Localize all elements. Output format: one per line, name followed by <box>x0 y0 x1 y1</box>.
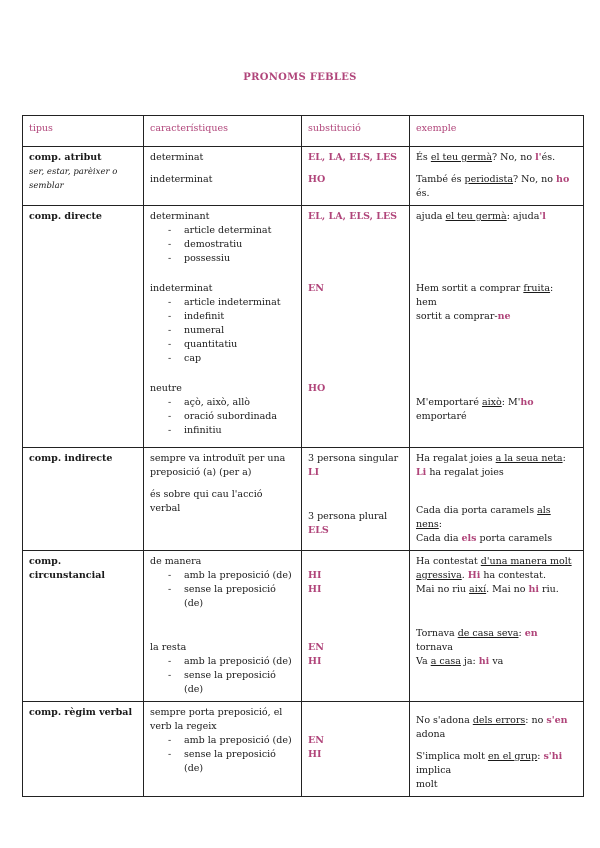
tipus-cell <box>23 551 144 702</box>
pronoms-table <box>22 115 584 797</box>
table-row <box>23 147 584 206</box>
sub-line: 3 persona singular LI <box>308 453 399 478</box>
caracteristiques-cell <box>144 147 302 206</box>
sub-line: 3 persona plural ELS <box>308 511 388 536</box>
list-item: - amb la preposició (de) <box>150 655 295 669</box>
sub-text: EL, LA, ELS, LES <box>308 152 398 163</box>
tipus-cell <box>23 206 144 448</box>
example-line: Cada dia porta caramels als nens: <box>416 505 551 530</box>
tipus-sublabel: ser, estar, parèixer o semblar <box>29 167 118 191</box>
car-list <box>150 569 295 611</box>
list-item: - amb la preposició (de) <box>150 569 295 583</box>
substitucio-cell <box>302 206 410 448</box>
substitucio-cell <box>302 448 410 551</box>
example-line: Li ha regalat joies <box>416 467 504 478</box>
example-line: ajuda el teu germà: ajuda'l <box>416 211 546 222</box>
tipus-label: comp. circunstancial <box>29 556 105 581</box>
header-row <box>23 116 584 147</box>
list-item: - cap <box>150 352 295 366</box>
tipus-cell <box>23 147 144 206</box>
car-text: neutre <box>150 383 182 394</box>
table-row <box>23 448 584 551</box>
example-line: agressiva. Hi ha contestat. <box>416 570 546 581</box>
tipus-label: comp. directe <box>29 211 102 222</box>
substitucio-cell <box>302 147 410 206</box>
example-line: És el teu germà? No, no l'és. <box>416 152 556 163</box>
car-text: de manera <box>150 556 202 567</box>
caracteristiques-cell <box>144 551 302 702</box>
sub-text: HI <box>308 749 322 760</box>
header-exemple: exemple <box>410 116 584 147</box>
example-line: Mai no riu així. Mai no hi riu. <box>416 584 559 595</box>
sub-text: HI <box>308 584 322 595</box>
caracteristiques-cell <box>144 206 302 448</box>
exemple-cell <box>410 206 584 448</box>
list-item: - amb la preposició (de) <box>150 734 295 748</box>
car-text: sempre va introduït per una preposició (a) (per a) <box>150 453 286 478</box>
sub-text: HO <box>308 383 326 394</box>
list-item: - sense la preposició (de) <box>150 748 295 776</box>
exemple-cell <box>410 147 584 206</box>
car-list <box>150 296 295 366</box>
list-item: - oració subordinada <box>150 410 295 424</box>
list-item: - possessiu <box>150 252 295 266</box>
example-line: molt <box>416 779 438 790</box>
car-list <box>150 224 295 266</box>
car-text: indeterminat <box>150 283 213 294</box>
sub-text: EN <box>308 283 324 294</box>
exemple-cell <box>410 551 584 702</box>
exemple-cell <box>410 448 584 551</box>
sub-text: HO <box>308 174 326 185</box>
example-line: Tornava de casa seva: en tornava <box>416 628 538 653</box>
example-line: Ha contestat d'una manera molt <box>416 556 572 567</box>
caracteristiques-cell <box>144 702 302 797</box>
tipus-cell <box>23 448 144 551</box>
car-text: la resta <box>150 642 187 653</box>
list-item: - article indeterminat <box>150 296 295 310</box>
sub-text: HI <box>308 656 322 667</box>
list-item: - indefinit <box>150 310 295 324</box>
substitucio-cell <box>302 702 410 797</box>
header-substitucio: substitució <box>302 116 410 147</box>
page-title: PRONOMS FEBLES <box>243 72 357 83</box>
example-line: Va a casa ja: hi va <box>416 656 504 667</box>
substitucio-cell <box>302 551 410 702</box>
tipus-label: comp. atribut <box>29 152 102 163</box>
example-line: M'emportaré això: M'ho emportaré <box>416 397 534 422</box>
header-tipus: tipus <box>23 116 144 147</box>
tipus-label: comp. indirecte <box>29 453 113 464</box>
car-text: determinant <box>150 211 210 222</box>
list-item: - demostratiu <box>150 238 295 252</box>
example-line: sortit a comprar-ne <box>416 311 511 322</box>
sub-text: EN <box>308 642 324 653</box>
table-row <box>23 702 584 797</box>
list-item: - quantitatiu <box>150 338 295 352</box>
car-text: indeterminat <box>150 174 213 185</box>
example-line: No s'adona dels errors: no s'en adona <box>416 715 568 740</box>
example-line: S'implica molt en el grup: s'hi implica <box>416 751 563 776</box>
exemple-cell <box>410 702 584 797</box>
list-item: - infinitiu <box>150 424 295 438</box>
example-line: Cada dia els porta caramels <box>416 533 553 544</box>
tipus-label: comp. règim verbal <box>29 707 133 718</box>
car-text: sempre porta preposició, el verb la regeix <box>150 707 283 732</box>
sub-text: HI <box>308 570 322 581</box>
list-item: - açò, això, allò <box>150 396 295 410</box>
sub-text: EN <box>308 735 324 746</box>
car-list <box>150 396 295 438</box>
example-line: També és periodista? No, no ho és. <box>416 174 570 199</box>
example-line: Hem sortit a comprar fruita: hem <box>416 283 554 308</box>
list-item: - numeral <box>150 324 295 338</box>
sub-text: EL, LA, ELS, LES <box>308 211 398 222</box>
car-list <box>150 655 295 697</box>
caracteristiques-cell <box>144 448 302 551</box>
table-row <box>23 551 584 702</box>
car-text: determinat <box>150 152 204 163</box>
tipus-cell <box>23 702 144 797</box>
list-item: - sense la preposició (de) <box>150 669 295 697</box>
car-list <box>150 734 295 776</box>
list-item: - sense la preposició (de) <box>150 583 295 611</box>
car-text: és sobre qui cau l'acció verbal <box>150 489 263 514</box>
table-row <box>23 206 584 448</box>
example-line: Ha regalat joies a la seua neta: <box>416 453 566 464</box>
header-caracteristiques: característiques <box>144 116 302 147</box>
list-item: - article determinat <box>150 224 295 238</box>
